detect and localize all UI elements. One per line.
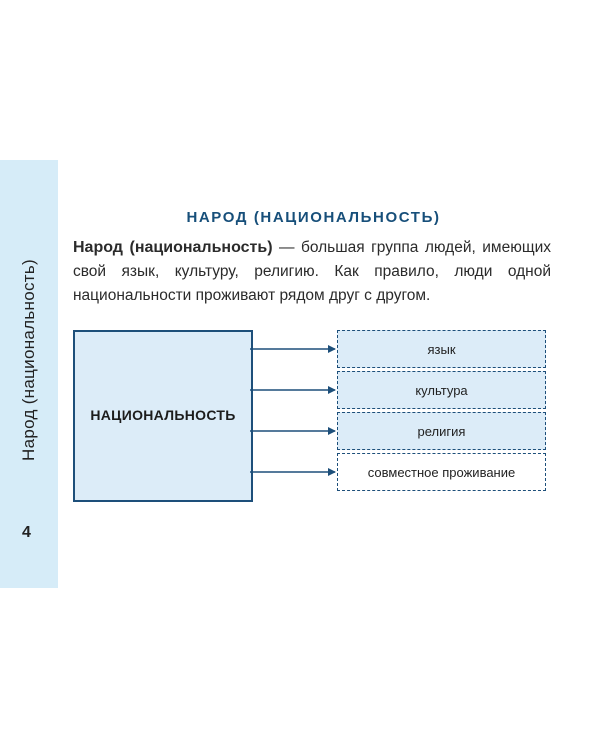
definition-term: Народ (национальность) [73, 239, 273, 256]
side-title: Народ (национальность) [19, 259, 38, 461]
item-cohabitation [337, 453, 546, 491]
section-heading: НАРОД (НАЦИОНАЛЬНОСТЬ) [186, 209, 441, 226]
nationality-label: НАЦИОНАЛЬНОСТЬ [90, 407, 236, 423]
item-language [337, 330, 546, 368]
item-culture-label: культура [415, 382, 468, 398]
item-religion-label: религия [417, 423, 466, 439]
page-number: 4 [22, 524, 31, 541]
item-cohabitation-label: совместное проживание [367, 464, 516, 480]
item-religion [337, 412, 546, 450]
item-language-label: язык [427, 341, 456, 357]
definition-text: — большая группа людей, имеющих свой язык, культуру, религию. Как правило, люди одной национальности проживают рядом друг с другом. [73, 239, 551, 304]
item-culture [337, 371, 546, 409]
